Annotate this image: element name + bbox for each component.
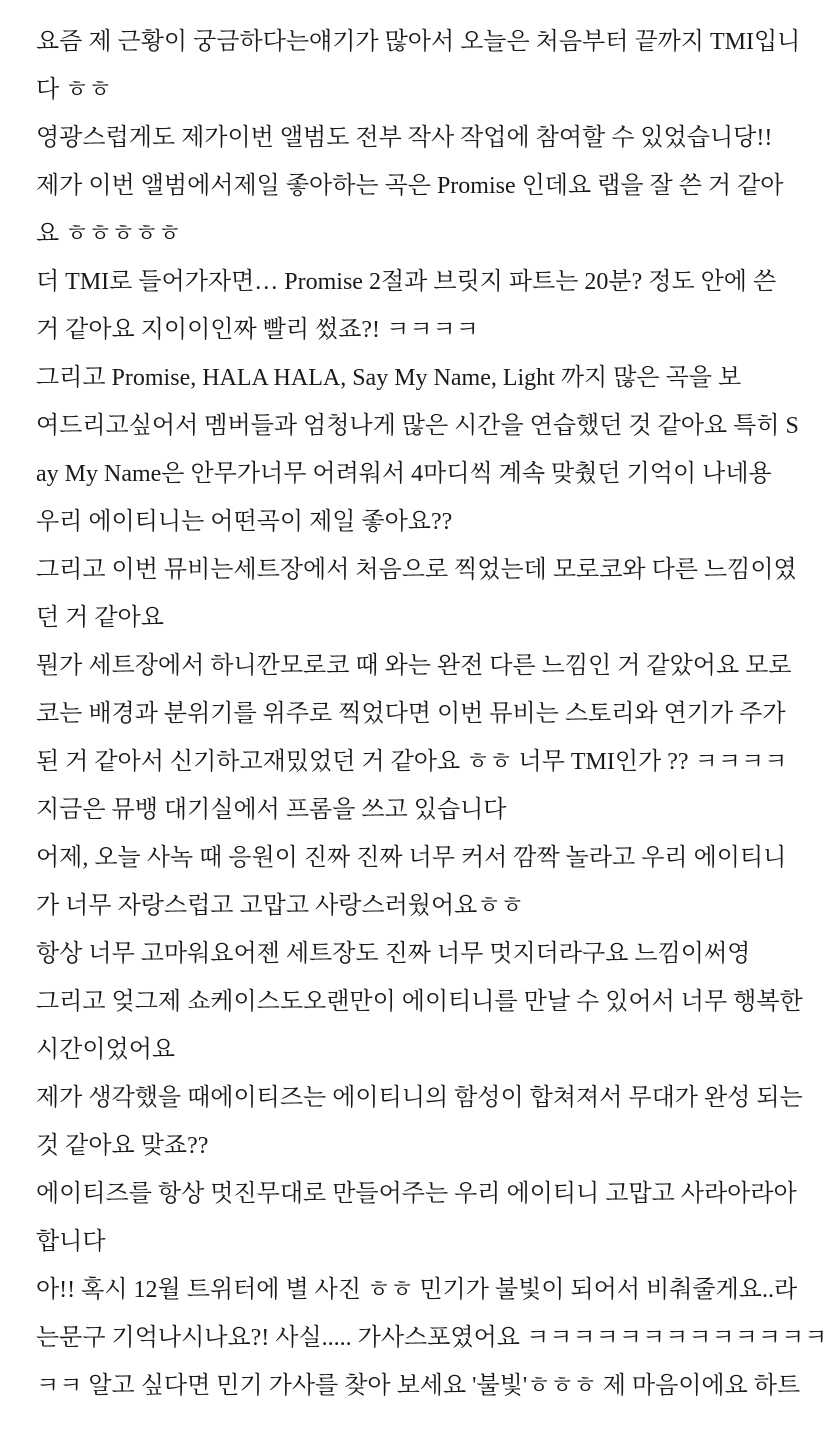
text-line: 여드리고싶어서 멤버들과 엄청나게 많은 시간을 연습했던 것 같아요 특히 S (36, 413, 799, 439)
text-line: 요 ㅎㅎㅎㅎㅎ (36, 221, 182, 247)
text-line: 아!! 혹시 12월 트위터에 별 사진 ㅎㅎ 민기가 불빛이 되어서 비춰줄게요..라 (36, 1277, 798, 1303)
text-line: 제가 생각했을 때에이티즈는 에이티니의 함성이 합쳐져서 무대가 완성 되는 (36, 1085, 803, 1111)
text-line: 지금은 뮤뱅 대기실에서 프롬을 쓰고 있습니다 (36, 797, 507, 823)
text-line: 어제, 오늘 사녹 때 응원이 진짜 진짜 너무 커서 깜짝 놀라고 우리 에이티니 (36, 845, 787, 871)
text-line: 거 같아요 지이이인짜 빨리 썼죠?! ㅋㅋㅋㅋ (36, 317, 479, 343)
text-line: 항상 너무 고마워요어젠 세트장도 진짜 너무 멋지더라구요 느낌이써영 (36, 941, 751, 967)
text-line: 그리고 엊그제 쇼케이스도오랜만이 에이티니를 만날 수 있어서 너무 행복한 (36, 989, 803, 1015)
text-line: 코는 배경과 분위기를 위주로 찍었다면 이번 뮤비는 스토리와 연기가 주가 (36, 701, 786, 727)
text-line: 는문구 기억나시나요?! 사실..... 가사스포였어요 ㅋㅋㅋㅋㅋㅋㅋㅋㅋㅋㅋㅋㅋ (36, 1325, 828, 1351)
text-line: 더 TMI로 들어가자면… Promise 2절과 브릿지 파트는 20분? 정도 안에 쓴 (36, 269, 777, 295)
post-body (36, 18, 828, 1410)
text-line: 가 너무 자랑스럽고 고맙고 사랑스러웠어요ㅎㅎ (36, 893, 524, 919)
text-line: 시간이었어요 (36, 1037, 176, 1063)
text-line: 합니다 (36, 1229, 106, 1255)
text-line: 던 거 같아요 (36, 605, 164, 631)
text-line: 영광스럽게도 제가이번 앨범도 전부 작사 작업에 참여할 수 있었습니당!! (36, 125, 773, 151)
text-line: 에이티즈를 항상 멋진무대로 만들어주는 우리 에이티니 고맙고 사라아라아 (36, 1181, 797, 1207)
text-line: ay My Name은 안무가너무 어려워서 4마디씩 계속 맞췄던 기억이 나네용 (36, 461, 772, 487)
text-line: 것 같아요 맞죠?? (36, 1133, 209, 1159)
text-line: 제가 이번 앨범에서제일 좋아하는 곡은 Promise 인데요 랩을 잘 쓴 거 같아 (36, 173, 784, 199)
text-line: 우리 에이티니는 어떤곡이 제일 좋아요?? (36, 509, 453, 535)
text-line: 요즘 제 근황이 궁금하다는얘기가 많아서 오늘은 처음부터 끝까지 TMI입니 (36, 29, 801, 55)
text-line: ㅋㅋ 알고 싶다면 민기 가사를 찾아 보세요 '불빛'ㅎㅎㅎ 제 마음이에요 하트 (36, 1373, 801, 1399)
text-line: 뭔가 세트장에서 하니깐모로코 때 와는 완전 다른 느낌인 거 같았어요 모로 (36, 653, 792, 679)
text-line: 된 거 같아서 신기하고재밌었던 거 같아요 ㅎㅎ 너무 TMI인가 ?? ㅋㅋㅋㅋ (36, 749, 788, 775)
text-line: 다 ㅎㅎ (36, 77, 112, 103)
text-line: 그리고 Promise, HALA HALA, Say My Name, Light 까지 많은 곡을 보 (36, 365, 742, 391)
text-line: 그리고 이번 뮤비는세트장에서 처음으로 찍었는데 모로코와 다른 느낌이였 (36, 557, 797, 583)
